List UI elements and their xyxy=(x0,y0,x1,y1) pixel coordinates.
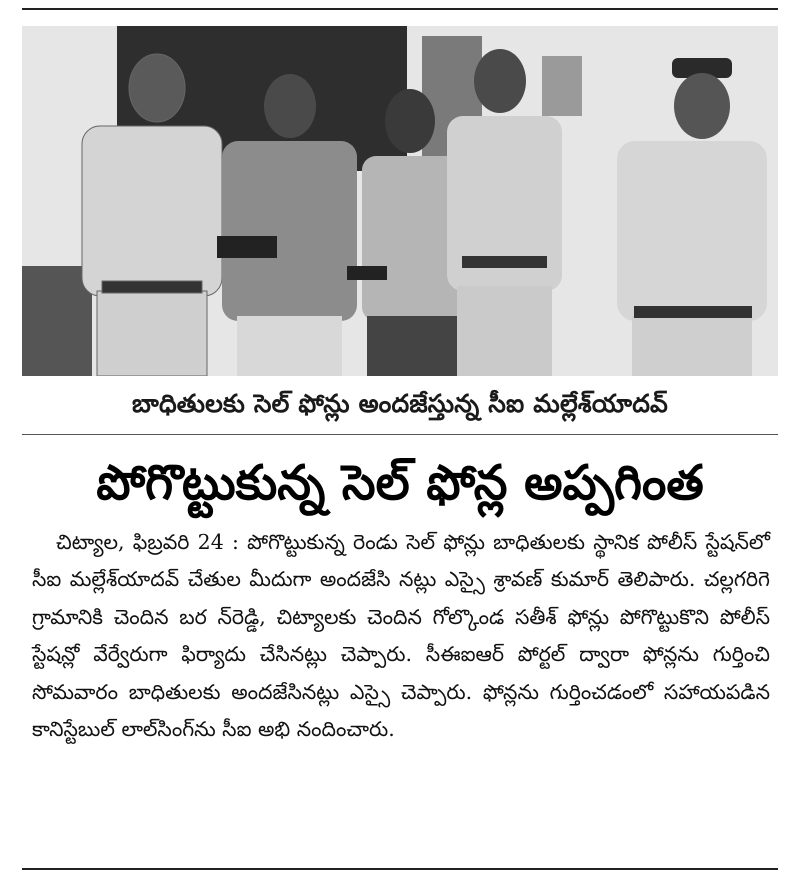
phone xyxy=(347,266,387,280)
article-body xyxy=(32,524,770,860)
article-paragraph: చిట్యాల, ఫిబ్రవరి 24 : పోగొట్టుకున్న రెండు సెల్‌ ఫోన్లు బాధితులకు స్థానిక పోలీస్‌ స్టేషన్‌లో సీఐ మల్లేశ్‌యాదవ్‌ చేతుల మీదుగా అందజేసి నట్లు ఎస్సై శ్రావణ్‌ కుమార్‌ తెలిపారు. చల్లగరిగె గ్రామానికి చెందిన బర న్‌రెడ్డి, చిట్యాలకు చెందిన గోల్కొండ సతీశ్‌ ఫోన్లు పోగొట్టుకొని పోలీస్‌ స్టేషన్లో వేర్వేరుగా ఫిర్యాదు చేసినట్లు చెప్పారు. సీఈఐఆర్‌ పోర్టల్‌ ద్వారా ఫోన్లను గుర్తించి సోమవారం బాధితులకు అందజేసినట్లు ఎస్సై చెప్పారు. ఫోన్లను గుర్తించడంలో సహాయపడిన కానిస్టేబుల్‌ లాల్‌సింగ్‌ను సీఐ అభి నందించారు. xyxy=(32,530,770,742)
desk xyxy=(22,266,92,376)
caption-rule xyxy=(22,434,778,435)
top-rule xyxy=(22,8,778,10)
news-photo xyxy=(22,26,778,376)
bottom-rule xyxy=(22,868,778,870)
headline: పోగొట్టుకున్న సెల్‌ ఫోన్ల అప్పగింత xyxy=(96,455,704,511)
phone-box xyxy=(217,236,277,258)
photo-illustration xyxy=(22,26,778,376)
photo-caption: బాధితులకు సెల్‌ ఫోన్లు అందజేస్తున్న సీఐ మల్లేశ్‌యాదవ్‌ xyxy=(131,389,669,418)
